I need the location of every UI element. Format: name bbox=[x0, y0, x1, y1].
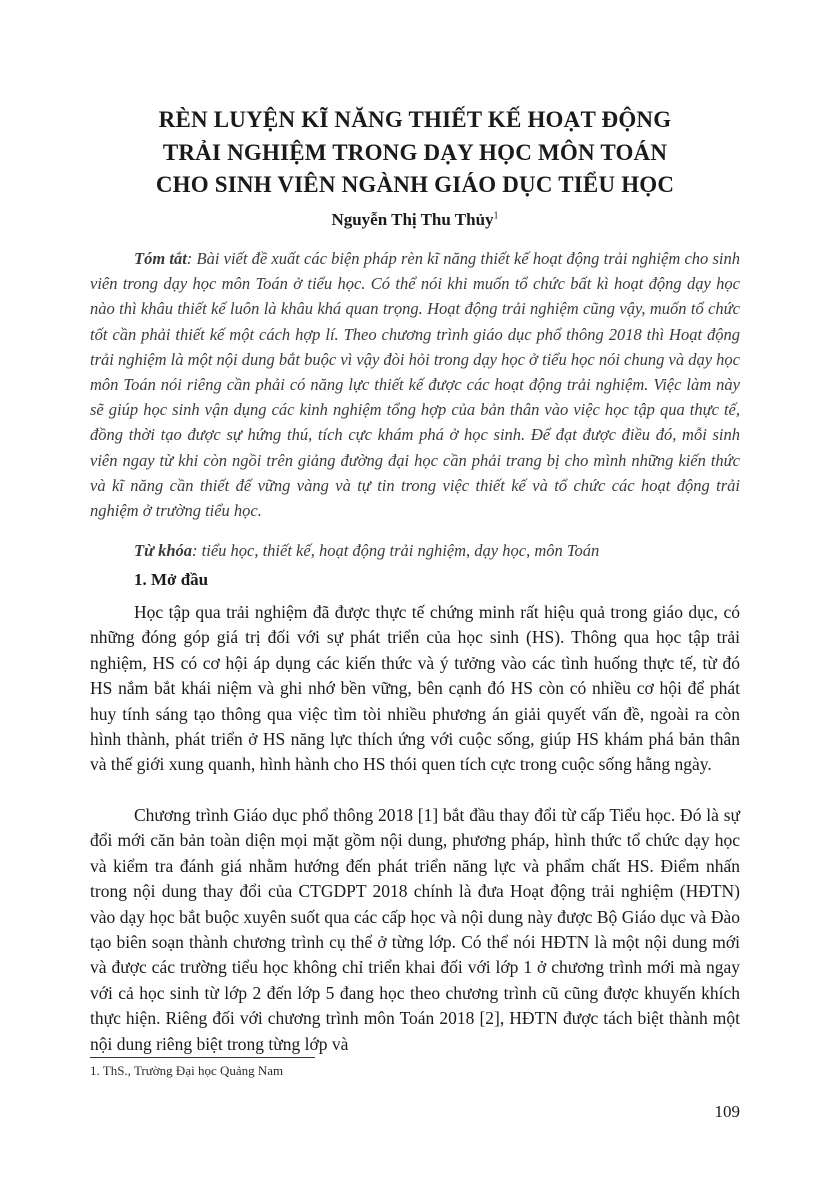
abstract-label: Tóm tắt bbox=[134, 249, 187, 268]
footnote: 1. ThS., Trường Đại học Quảng Nam bbox=[90, 1063, 284, 1078]
body-paragraph-1: Học tập qua trải nghiệm đã được thực tế chứng minh rất hiệu quả trong giáo dục, có những đóng góp giá trị đối với sự phát triển của học sinh (HS). Thông qua học tập trải nghiệm, HS có cơ hội áp dụng các kiến thức và ý tưởng vào các tình huống thực tế, từ đó HS nắm bắt khái niệm và ghi nhớ bền vững, bên cạnh đó HS còn có nhiều cơ hội để phát huy tính sáng tạo thông qua việc tìm tòi nhiều phương án giải quyết vấn đề, ngoài ra còn hình thành, phát triển ở HS năng lực thích ứng với cuộc sống, giúp HS khám phá bản thân và thế giới xung quanh, hình hành cho HS thói quen tích cực trong cuộc sống hằng ngày. bbox=[90, 602, 740, 775]
body-paragraph-2: Chương trình Giáo dục phổ thông 2018 [1] bắt đầu thay đổi từ cấp Tiểu học. Đó là sự đổi mới căn bản toàn diện mọi mặt gồm nội dung, phương pháp, hình thức tổ chức dạy học và kiểm tra đánh giá nhằm hướng đến phát triển năng lực và phẩm chất HS. Điểm nhấn trong nội dung thay đổi của CTGDPT 2018 chính là đưa Hoạt động trải nghiệm (HĐTN) vào dạy học bắt buộc xuyên suốt qua các cấp học và nội dung này được Bộ Giáo dục và Đào tạo biên soạn thành chương trình cụ thể ở từng lớp. Có thể nói HĐTN là một nội dung mới và được các trường tiểu học không chỉ triển khai đối với lớp 1 ở chương trình mới mà ngay với cả học sinh từ lớp 2 đến lớp 5 đang học theo chương trình cũ cũng được khuyến khích thực hiện. Riêng đối với chương trình môn Toán 2018 [2], HĐTN được tách biệt thành một nội dung riêng biệt trong từng lớp và bbox=[90, 805, 740, 1054]
page-number: 109 bbox=[714, 1102, 740, 1121]
keywords bbox=[134, 541, 599, 561]
article-title bbox=[80, 104, 750, 202]
title-line-3: CHO SINH VIÊN NGÀNH GIÁO DỤC TIỂU HỌC bbox=[155, 172, 675, 197]
abstract bbox=[90, 246, 740, 523]
keywords-text: : tiểu học, thiết kế, hoạt động trải nghiệm, dạy học, môn Toán bbox=[192, 541, 600, 560]
title-line-1: RÈN LUYỆN KĨ NĂNG THIẾT KẾ HOẠT ĐỘNG bbox=[158, 107, 672, 132]
keywords-label: Từ khóa bbox=[134, 541, 193, 560]
footnote-divider bbox=[90, 1057, 315, 1058]
section-heading: 1. Mở đầu bbox=[134, 570, 209, 589]
abstract-text: : Bài viết đề xuất các biện pháp rèn kĩ năng thiết kế hoạt động trải nghiệm cho sinh viên trong dạy học môn Toán ở tiểu học. Có thể nói khi muốn tổ chức bất kì hoạt động dạy học nào thì khâu thiết kế luôn là khâu khá quan trọng. Hoạt động trải nghiệm cũng vậy, muốn tổ chức tốt cần phải thiết kế một cách hợp lí. Theo chương trình giáo dục phổ thông 2018 thì Hoạt động trải nghiệm là một nội dung bắt buộc vì vậy đòi hỏi trong dạy học ở tiểu học nói chung và dạy học môn Toán nói riêng cần phải có năng lực thiết kế được các hoạt động trải nghiệm. Việc làm này sẽ giúp học sinh vận dụng các kinh nghiệm tổng hợp của bản thân vào việc học tập qua thực tế, đồng thời tạo được sự hứng thú, tích cực khám phá ở học sinh. Để đạt được điều đó, mỗi sinh viên ngay từ khi còn ngồi trên giảng đường đại học cần phải trang bị cho mình những kiến thức và kĩ năng cần thiết để vững vàng và tự tin trong việc thiết kế và tổ chức các hoạt động trải nghiệm ở trường tiểu học. bbox=[90, 249, 740, 521]
author-name: Nguyễn Thị Thu Thủy bbox=[331, 210, 494, 229]
title-line-2: TRẢI NGHIỆM TRONG DẠY HỌC MÔN TOÁN bbox=[162, 139, 668, 165]
author-line bbox=[0, 210, 830, 230]
author-footnote-mark: 1 bbox=[493, 210, 499, 222]
